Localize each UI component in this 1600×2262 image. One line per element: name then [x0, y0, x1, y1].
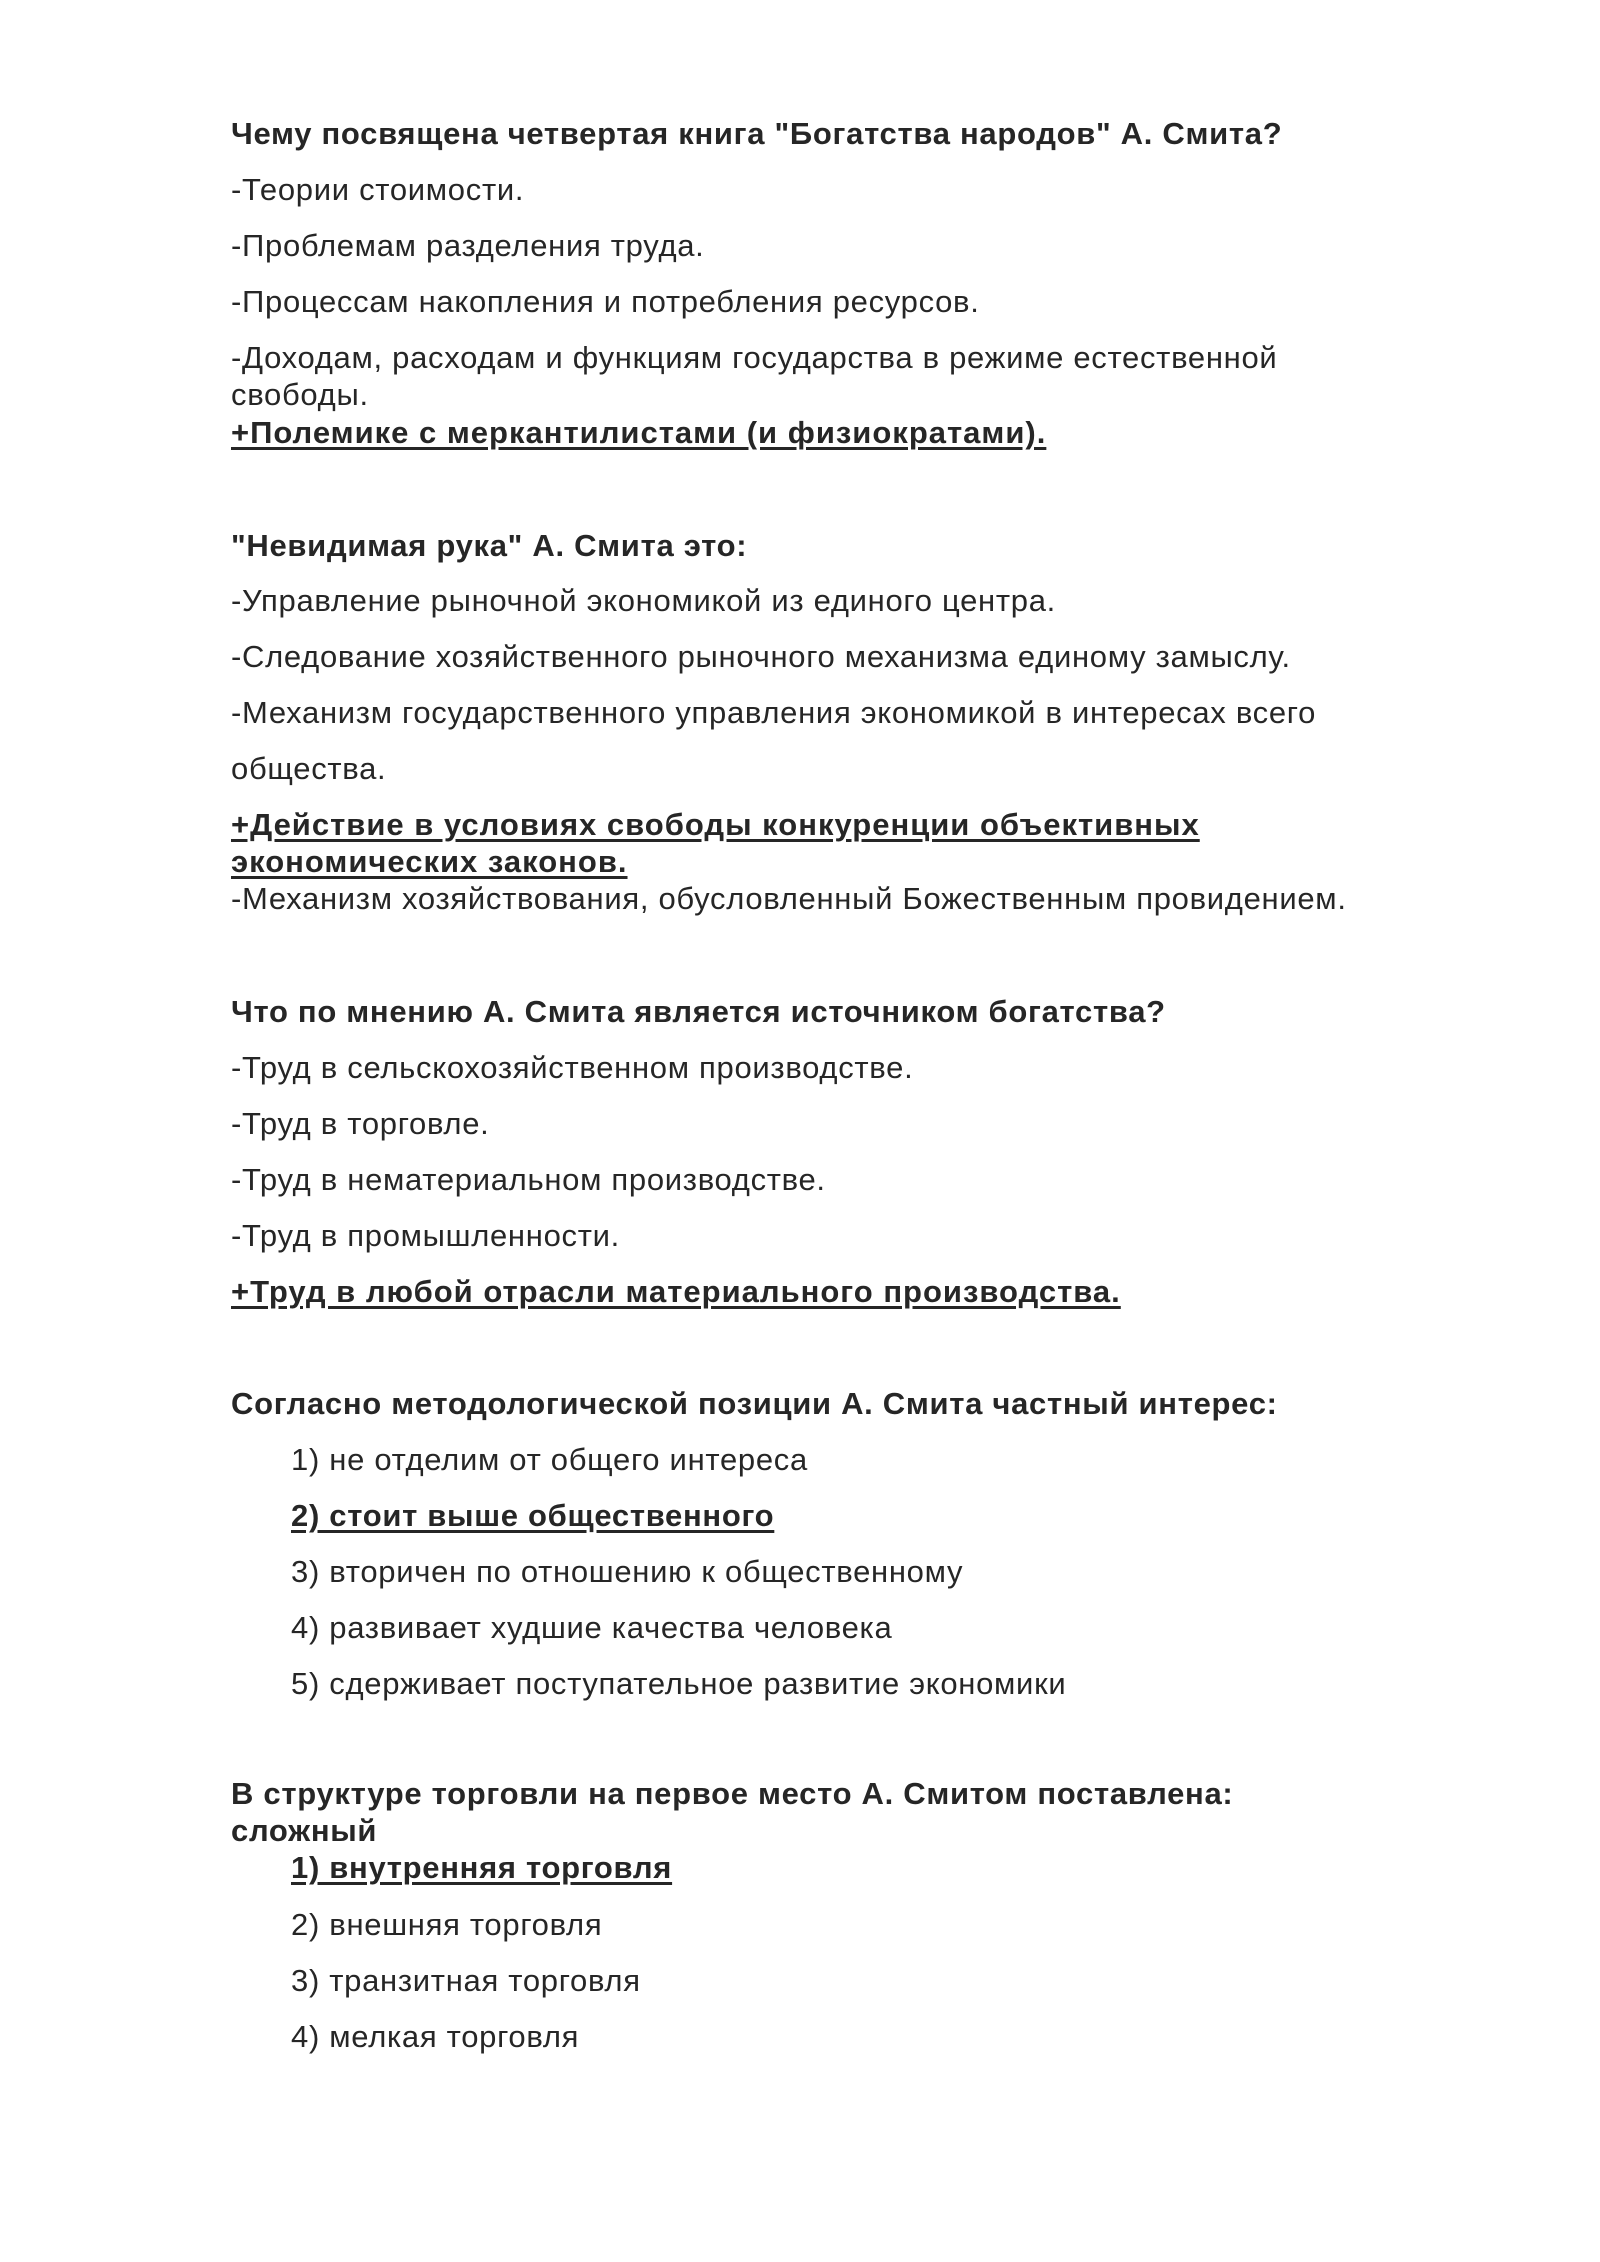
q3-correct-answer: +Труд в любой отрасли материального производства. [231, 1274, 1121, 1309]
q5-correct-option-1: 1) внутренняя торговля [291, 1850, 673, 1885]
q2-answer-5: -Механизм хозяйствования, обусловленный Божественным провидением. [231, 881, 1347, 916]
q2-correct-answer-line-1: +Действие в условиях свободы конкуренции объективных [231, 807, 1200, 842]
q2-answer-1: -Управление рыночной экономикой из единого центра. [231, 583, 1056, 618]
q1-answer-4-line-2: свободы. [231, 377, 369, 412]
q3-answer-4: -Труд в промышленности. [231, 1218, 620, 1253]
q4-option-1: 1) не отделим от общего интереса [291, 1442, 808, 1477]
q2-answer-3-line-2: общества. [231, 751, 387, 786]
q3-answer-3: -Труд в нематериальном производстве. [231, 1162, 826, 1197]
q5-option-4: 4) мелкая торговля [291, 2019, 580, 2054]
q4-correct-option-2: 2) стоит выше общественного [291, 1498, 775, 1533]
question-2: "Невидимая рука" А. Смита это: [231, 528, 748, 563]
q5-option-3: 3) транзитная торговля [291, 1963, 641, 1998]
q4-option-3: 3) вторичен по отношению к общественному [291, 1554, 964, 1589]
q1-answer-2: -Проблемам разделения труда. [231, 228, 705, 263]
q4-option-4: 4) развивает худшие качества человека [291, 1610, 893, 1645]
q3-answer-1: -Труд в сельскохозяйственном производстве. [231, 1050, 914, 1085]
q2-answer-3-line-1: -Механизм государственного управления экономикой в интересах всего [231, 695, 1317, 730]
question-5-line-2: сложный [231, 1813, 378, 1848]
question-3: Что по мнению А. Смита является источником богатства? [231, 994, 1166, 1029]
q1-answer-4-line-1: -Доходам, расходам и функциям государства в режиме естественной [231, 340, 1278, 375]
q1-correct-answer: +Полемике с меркантилистами (и физиократами). [231, 415, 1047, 450]
q1-answer-1: -Теории стоимости. [231, 172, 525, 207]
q1-answer-3: -Процессам накопления и потребления ресурсов. [231, 284, 980, 319]
q5-option-2: 2) внешняя торговля [291, 1907, 603, 1942]
q2-answer-2: -Следование хозяйственного рыночного механизма единому замыслу. [231, 639, 1291, 674]
question-1: Чему посвящена четвертая книга "Богатства народов" А. Смита? [231, 116, 1283, 151]
q3-answer-2: -Труд в торговле. [231, 1106, 490, 1141]
question-5-line-1: В структуре торговли на первое место А. Смитом поставлена: [231, 1776, 1234, 1811]
q4-option-5: 5) сдерживает поступательное развитие экономики [291, 1666, 1067, 1701]
question-4: Согласно методологической позиции А. Смита частный интерес: [231, 1386, 1278, 1421]
q2-correct-answer-line-2: экономических законов. [231, 844, 628, 879]
